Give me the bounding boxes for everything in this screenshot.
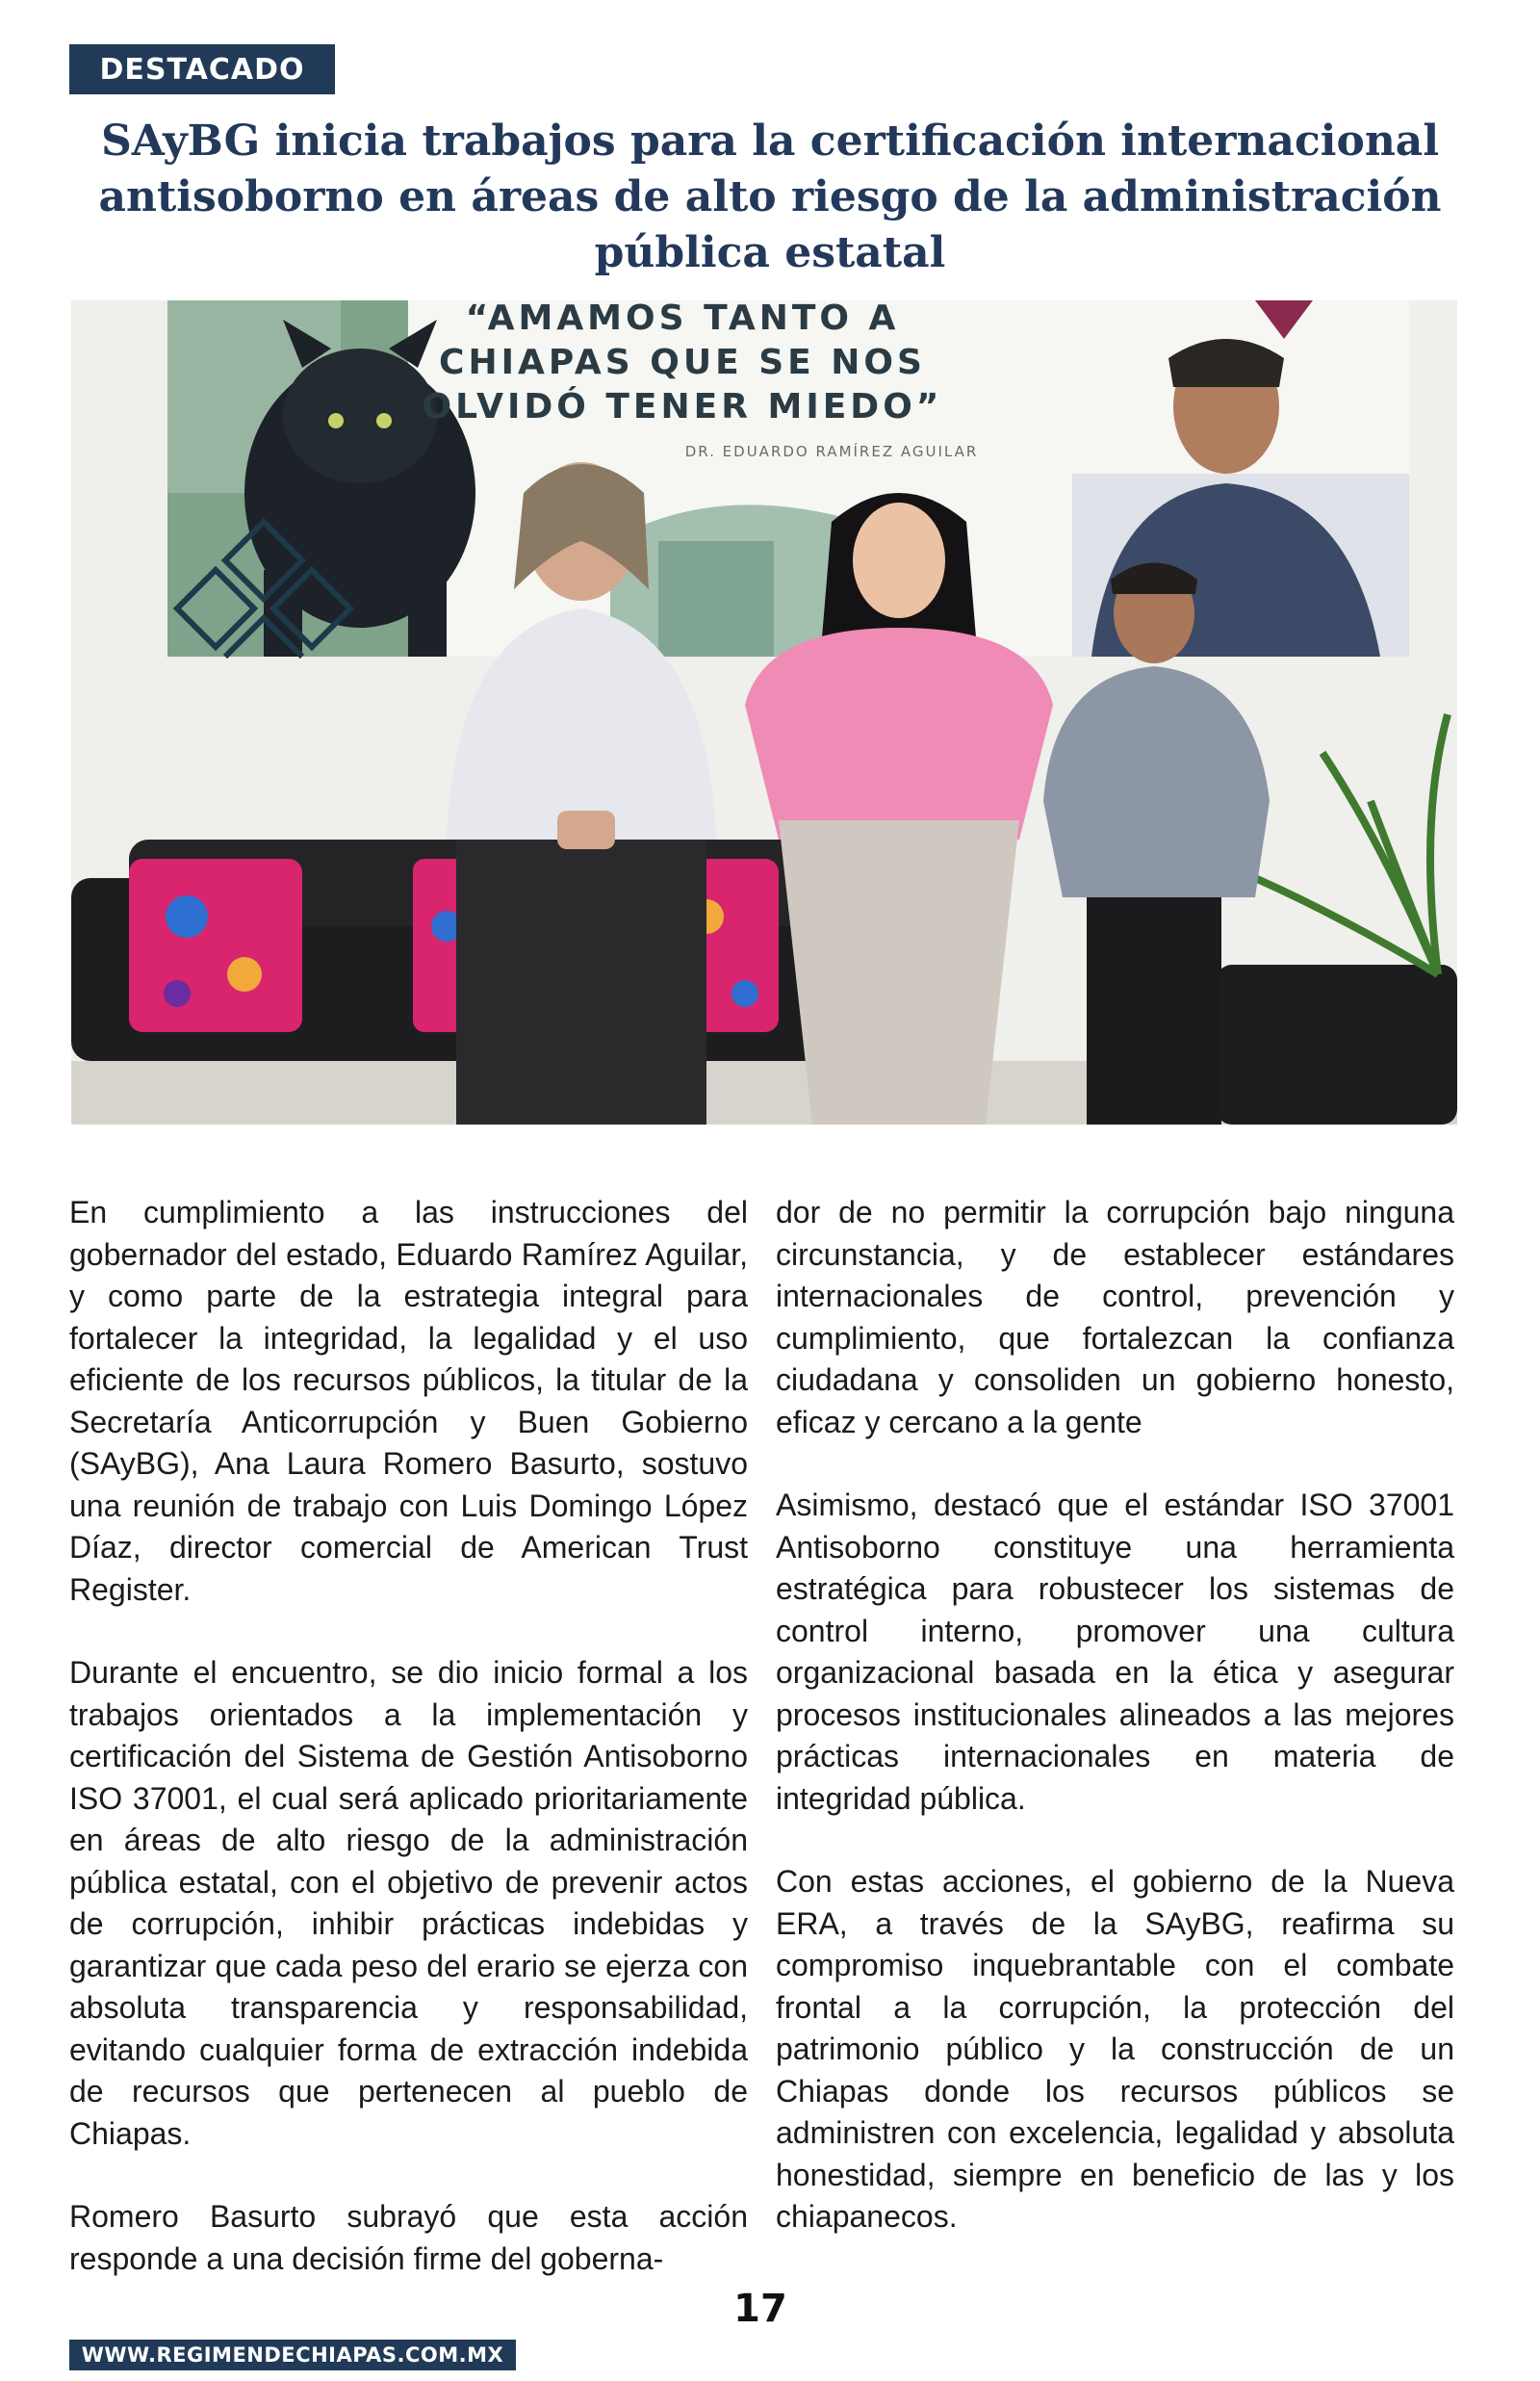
paragraph: dor de no permitir la corrupción bajo ninguna circunstancia, y de establecer estándares internacionales de control, prevención y cumplimiento, que fortalezcan la confianza ciudadana y consoliden un gobierno honesto, eficaz y cercano a la gente	[776, 1195, 1454, 1439]
article-photo	[71, 300, 1457, 1125]
paragraph: Romero Basurto subrayó que esta acción responde a una decisión firme del goberna-	[69, 2199, 748, 2276]
paragraph: En cumplimiento a las instrucciones del gobernador del estado, Eduardo Ramírez Aguilar, y como parte de la estrategia integral para fortalecer la integridad, la legalidad y el uso eficiente de los recursos públicos, la titular de la Secretaría Anticorrupción y Buen Gobierno (SAyBG), Ana Laura Romero Basurto, sostuvo una reunión de trabajo con Luis Domingo López Díaz, director comercial de American Trust Register.	[69, 1195, 748, 1607]
banner-line-3: OLVIDÓ TENER MIEDO”	[422, 387, 943, 427]
paragraph: Asimismo, destacó que el estándar ISO 37001 Antisoborno constituye una herramienta estratégica para robustecer los sistemas de control interno, promover una cultura organizacional basada en la ética y asegurar procesos institucionales alineados a las mejores prácticas internacionales en materia de integridad pública.	[776, 1488, 1454, 1816]
paragraph: Durante el encuentro, se dio inicio formal a los trabajos orientados a la implementación y certificación del Sistema de Gestión Antisoborno ISO 37001, el cual será aplicado prioritariamente en áreas de alto riesgo de la administración pública estatal, con el objetivo de prevenir actos de corrupción, inhibir prácticas indebidas y garantizar que cada peso del erario se ejerza con absoluta transparencia y responsabilidad, evitando cualquier forma de extracción indebida de recursos que pertenecen al pueblo de Chiapas.	[69, 1655, 748, 2151]
banner-line-1: “AMAMOS TANTO A	[465, 300, 900, 338]
banner-author: DR. EDUARDO RAMÍREZ AGUILAR	[684, 443, 979, 460]
page-number: 17	[733, 2287, 787, 2331]
banner-line-2: CHIAPAS QUE SE NOS	[439, 343, 926, 382]
article-headline: SAyBG inicia trabajos para la certificación internacional antisoborno en áreas de alto riesgo de la administración pública estatal	[98, 116, 1442, 277]
footer-url[interactable]: WWW.REGIMENDECHIAPAS.COM.MX	[69, 2340, 516, 2370]
section-tag: DESTACADO	[69, 44, 335, 94]
article-column-left	[69, 1192, 748, 2321]
paragraph: Con estas acciones, el gobierno de la Nueva ERA, a través de la SAyBG, reafirma su compromiso inquebrantable con el combate frontal a la corrupción, la protección del patrimonio público y la construcción de un Chiapas donde los recursos públicos se administren con excelencia, legalidad y absoluta honestidad, siempre en beneficio de las y los chiapanecos.	[776, 1864, 1454, 2234]
article-column-right	[776, 1192, 1454, 2280]
